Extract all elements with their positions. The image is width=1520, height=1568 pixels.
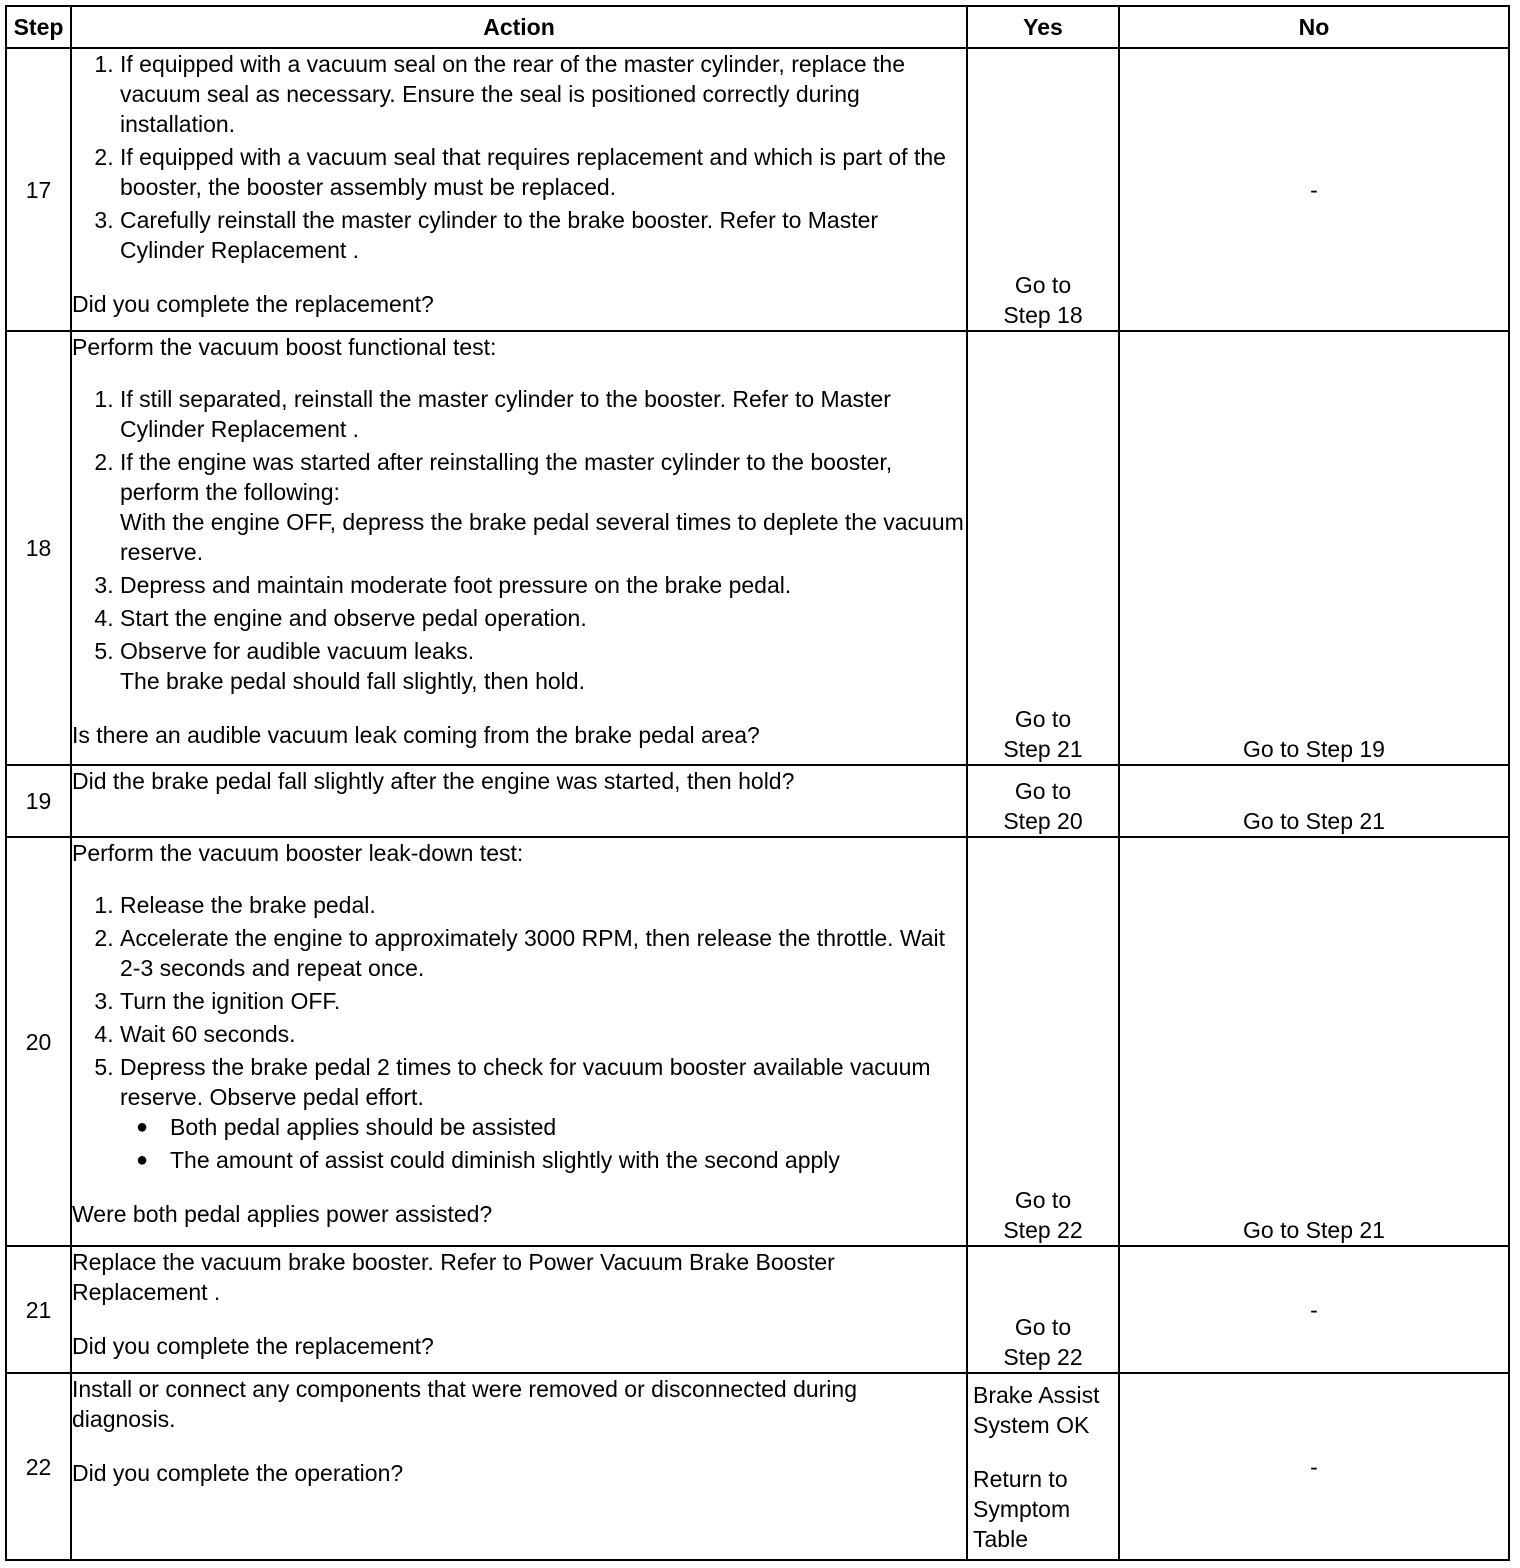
list-item: [120, 384, 966, 444]
yes-cell: [967, 765, 1119, 837]
action-question: Did you complete the operation?: [72, 1460, 404, 1486]
yes-cell: [967, 48, 1119, 331]
list-item-text: Depress the brake pedal 2 times to check for vacuum booster available vacuum reserve. Observe pedal effort.: [120, 1054, 931, 1110]
table-row-step-20: [6, 837, 1509, 1246]
bullet-item: ● Both pedal applies should be assisted: [170, 1112, 966, 1142]
list-item-subtext: The brake pedal should fall slightly, then hold.: [120, 668, 585, 694]
list-item: 1. Release the brake pedal.: [120, 890, 966, 920]
list-item-text: Observe for audible vacuum leaks.: [120, 638, 475, 664]
step-number: 18: [6, 331, 71, 765]
list-item-text: Start the engine and observe pedal operation.: [120, 605, 587, 631]
yes-cell: [967, 837, 1119, 1246]
action-text: Replace the vacuum brake booster. Refer to Power Vacuum Brake Booster Replacement .: [72, 1249, 835, 1305]
no-cell: Go to Step 19: [1119, 331, 1509, 765]
yes-result-return: Return to Symptom Table: [973, 1466, 1071, 1552]
no-cell: Go to Step 21: [1119, 837, 1509, 1246]
action-cell: [71, 765, 967, 837]
yes-line-2: Step 22: [1003, 1217, 1083, 1243]
no-cell: Go to Step 21: [1119, 765, 1509, 837]
step-number: 17: [6, 48, 71, 331]
list-item: [120, 636, 966, 696]
action-list: [72, 49, 966, 265]
yes-line-1: Go to: [1014, 1314, 1072, 1340]
yes-line-2: Step 18: [1003, 302, 1083, 328]
yes-line-1: Go to: [1014, 706, 1072, 732]
bullet-list: [120, 1112, 966, 1175]
table-row-step-22: [6, 1373, 1509, 1560]
step-number: 22: [6, 1373, 71, 1560]
list-item: [120, 570, 966, 600]
action-list: [72, 384, 966, 696]
action-cell: [71, 837, 967, 1246]
list-item-text: If the engine was started after reinstalling the master cylinder to the booster, perform the following:: [120, 449, 893, 505]
header-action: Action: [71, 6, 967, 48]
yes-line-2: Step 20: [1003, 808, 1083, 834]
table-row-step-17: [6, 48, 1509, 331]
action-intro: Perform the vacuum booster leak-down test:: [72, 840, 524, 866]
action-list: [72, 890, 966, 1175]
yes-line-1: Go to: [1014, 1187, 1072, 1213]
yes-cell: [967, 331, 1119, 765]
table-row-step-21: [6, 1246, 1509, 1373]
list-item-text: Depress and maintain moderate foot pressure on the brake pedal.: [120, 572, 792, 598]
yes-line-1: Go to: [1014, 272, 1072, 298]
step-number: 19: [6, 765, 71, 837]
action-question: Is there an audible vacuum leak coming from the brake pedal area?: [72, 722, 760, 748]
diagnostic-table: [5, 5, 1510, 1561]
no-cell: -: [1119, 48, 1509, 331]
list-item-text: If still separated, reinstall the master cylinder to the booster. Refer to Master Cylinder Replacement .: [120, 386, 891, 442]
list-item: 2. Accelerate the engine to approximately 3000 RPM, then release the throttle. Wait 2-3 seconds and repeat once.: [120, 923, 966, 983]
table-row-step-18: [6, 331, 1509, 765]
list-item-subtext: With the engine OFF, depress the brake pedal several times to deplete the vacuum reserve.: [120, 509, 964, 565]
list-item: [120, 603, 966, 633]
yes-result-ok: Brake Assist System OK: [973, 1382, 1100, 1438]
action-question: Were both pedal applies power assisted?: [72, 1201, 493, 1227]
action-question: Did the brake pedal fall slightly after the engine was started, then hold?: [72, 768, 795, 794]
list-item: 4. Wait 60 seconds.: [120, 1019, 966, 1049]
action-text: Install or connect any components that were removed or disconnected during diagnosis.: [72, 1376, 857, 1432]
table-row-step-19: [6, 765, 1509, 837]
list-item: 2. If equipped with a vacuum seal that requires replacement and which is part of the booster, the booster assembly must be replaced.: [120, 142, 966, 202]
no-cell: -: [1119, 1373, 1509, 1560]
yes-cell: [967, 1246, 1119, 1373]
header-step: Step: [6, 6, 71, 48]
list-item: 3. Turn the ignition OFF.: [120, 986, 966, 1016]
header-yes: Yes: [967, 6, 1119, 48]
list-item: [120, 447, 966, 567]
action-cell: [71, 48, 967, 331]
header-no: No: [1119, 6, 1509, 48]
action-question: Did you complete the replacement?: [72, 1333, 434, 1359]
header-row: [6, 6, 1509, 48]
yes-line-2: Step 21: [1003, 736, 1083, 762]
yes-cell: [967, 1373, 1119, 1560]
action-cell: [71, 1373, 967, 1560]
bullet-item: ● The amount of assist could diminish slightly with the second apply: [170, 1145, 966, 1175]
list-item: 1. If equipped with a vacuum seal on the rear of the master cylinder, replace the vacuum seal as necessary. Ensure the seal is positioned correctly during installation.: [120, 49, 966, 139]
action-cell: [71, 1246, 967, 1373]
action-intro: Perform the vacuum boost functional test:: [72, 334, 497, 360]
step-number: 20: [6, 837, 71, 1246]
yes-line-2: Step 22: [1003, 1344, 1083, 1370]
list-item: 3. Carefully reinstall the master cylinder to the brake booster. Refer to Master Cylinder Replacement .: [120, 205, 966, 265]
action-cell: [71, 331, 967, 765]
action-question: Did you complete the replacement?: [72, 291, 434, 317]
step-number: 21: [6, 1246, 71, 1373]
yes-line-1: Go to: [1014, 778, 1072, 804]
no-cell: -: [1119, 1246, 1509, 1373]
list-item: [120, 1052, 966, 1175]
